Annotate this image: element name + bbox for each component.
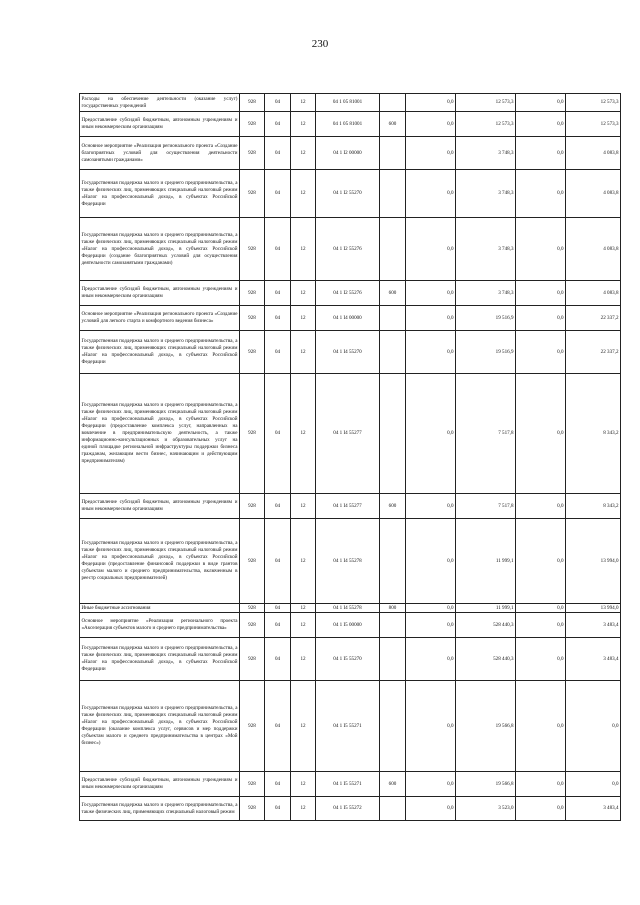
amount-cell-2: 528 440,3	[456, 613, 516, 638]
table-row	[80, 797, 621, 821]
grbs-code-cell: 928	[240, 374, 265, 494]
article-code-cell: 04 1 05 81001	[316, 112, 380, 137]
section-code-cell: 04	[265, 494, 291, 519]
amount-cell-1: 0,0	[406, 604, 456, 613]
subsection-code-cell: 12	[291, 604, 316, 613]
section-code-cell: 04	[265, 772, 291, 797]
amount-cell-4: 8 343,2	[566, 494, 621, 519]
table-row	[80, 137, 621, 170]
expense-type-code-cell	[380, 170, 406, 218]
page-number: 230	[311, 38, 329, 50]
row-name-cell: Государственная поддержка малого и среднего предпринимательства, а также физических лиц, применяющих специальный налоговый режим «Налог на профессиональный доход», в субъектах Российской Федерации (создание благоприятных условий для осуществления деятельности самозанятыми гражданами)	[80, 218, 240, 281]
amount-cell-2: 3 748,3	[456, 218, 516, 281]
amount-cell-4: 12 573,3	[566, 94, 621, 112]
amount-cell-4: 4 083,8	[566, 218, 621, 281]
row-name-cell: Предоставление субсидий бюджетным, автономным учреждениям и иным некоммерческим организациям	[80, 494, 240, 519]
table-row	[80, 772, 621, 797]
row-name-cell: Государственная поддержка малого и среднего предпринимательства, а также физических лиц, применяющих специальный налоговый режим «Налог на профессиональный доход», в субъектах Российской Федерации (оказание комплекса услуг, сервисов и мер поддержки субъектам малого и среднего предпринимательства в центрах «Мой бизнес»)	[80, 681, 240, 772]
row-name-cell: Иные бюджетные ассигнования	[80, 604, 240, 613]
amount-cell-1: 0,0	[406, 797, 456, 821]
table-row	[80, 218, 621, 281]
row-name-cell: Предоставление субсидий бюджетным, автономным учреждениям и иным некоммерческим организациям	[80, 281, 240, 306]
article-code-cell: 04 1 I4 55277	[316, 494, 380, 519]
amount-cell-1: 0,0	[406, 218, 456, 281]
amount-cell-2: 7 517,8	[456, 374, 516, 494]
amount-cell-3: 0,0	[516, 681, 566, 772]
amount-cell-3: 0,0	[516, 519, 566, 604]
article-code-cell: 04 1 I2 55276	[316, 218, 380, 281]
section-code-cell: 04	[265, 170, 291, 218]
amount-cell-2: 19 566,8	[456, 772, 516, 797]
table-row	[80, 94, 621, 112]
section-code-cell: 04	[265, 137, 291, 170]
table-row	[80, 306, 621, 331]
section-code-cell: 04	[265, 112, 291, 137]
amount-cell-2: 11 999,1	[456, 519, 516, 604]
amount-cell-2: 3 523,0	[456, 797, 516, 821]
table-row	[80, 519, 621, 604]
article-code-cell: 04 1 I5 55272	[316, 797, 380, 821]
subsection-code-cell: 12	[291, 112, 316, 137]
section-code-cell: 04	[265, 306, 291, 331]
row-name-cell: Основное мероприятие «Реализация регионального проекта «Акселерация субъектов малого и среднего предпринимательства»	[80, 613, 240, 638]
grbs-code-cell: 928	[240, 613, 265, 638]
amount-cell-4: 3 483,4	[566, 797, 621, 821]
amount-cell-2: 3 748,3	[456, 170, 516, 218]
amount-cell-1: 0,0	[406, 331, 456, 374]
row-name-cell: Государственная поддержка малого и среднего предпринимательства, а также физических лиц, применяющих специальный налоговый режим «Налог на профессиональный доход», в субъектах Российской Федерации (предоставление финансовой поддержки в виде грантов субъектам малого и среднего предпринимательства, включенным в реестр социальных предпринимателей)	[80, 519, 240, 604]
expense-type-code-cell: 800	[380, 604, 406, 613]
article-code-cell: 04 1 I4 55278	[316, 604, 380, 613]
expense-type-code-cell	[380, 218, 406, 281]
subsection-code-cell: 12	[291, 331, 316, 374]
section-code-cell: 04	[265, 604, 291, 613]
expense-type-code-cell	[380, 374, 406, 494]
amount-cell-1: 0,0	[406, 94, 456, 112]
grbs-code-cell: 928	[240, 519, 265, 604]
subsection-code-cell: 12	[291, 374, 316, 494]
row-name-cell: Государственная поддержка малого и среднего предпринимательства, а также физических лиц, применяющих специальный налоговый режим «Налог на профессиональный доход», в субъектах Российской Федерации (предоставление комплекса услуг, направленных на вовлечение в предпринимательскую деятельность, а также информационно-консультационных и образовательных услуг на единой площадке региональной инфраструктуры поддержки бизнеса гражданам, желающим вести бизнес, начинающим и действующим предпринимателям)	[80, 374, 240, 494]
amount-cell-2: 528 440,3	[456, 638, 516, 681]
amount-cell-1: 0,0	[406, 613, 456, 638]
subsection-code-cell: 12	[291, 613, 316, 638]
amount-cell-2: 19 516,9	[456, 306, 516, 331]
table-row	[80, 681, 621, 772]
grbs-code-cell: 928	[240, 281, 265, 306]
grbs-code-cell: 928	[240, 604, 265, 613]
expense-type-code-cell	[380, 306, 406, 331]
section-code-cell: 04	[265, 281, 291, 306]
amount-cell-2: 19 566,8	[456, 681, 516, 772]
grbs-code-cell: 928	[240, 306, 265, 331]
table-row	[80, 170, 621, 218]
amount-cell-4: 0,0	[566, 681, 621, 772]
subsection-code-cell: 12	[291, 519, 316, 604]
grbs-code-cell: 928	[240, 218, 265, 281]
grbs-code-cell: 928	[240, 772, 265, 797]
amount-cell-1: 0,0	[406, 281, 456, 306]
row-name-cell: Государственная поддержка малого и среднего предпринимательства, а также физических лиц, применяющих специальный налоговый режим «Налог на профессиональный доход», в субъектах Российской Федерации	[80, 331, 240, 374]
amount-cell-3: 0,0	[516, 772, 566, 797]
amount-cell-3: 0,0	[516, 137, 566, 170]
amount-cell-1: 0,0	[406, 137, 456, 170]
section-code-cell: 04	[265, 638, 291, 681]
section-code-cell: 04	[265, 519, 291, 604]
section-code-cell: 04	[265, 797, 291, 821]
amount-cell-2: 12 573,3	[456, 112, 516, 137]
amount-cell-1: 0,0	[406, 170, 456, 218]
subsection-code-cell: 12	[291, 281, 316, 306]
amount-cell-3: 0,0	[516, 374, 566, 494]
expense-type-code-cell: 600	[380, 112, 406, 137]
article-code-cell: 04 1 I2 55270	[316, 170, 380, 218]
section-code-cell: 04	[265, 681, 291, 772]
amount-cell-2: 7 517,8	[456, 494, 516, 519]
expense-type-code-cell	[380, 613, 406, 638]
section-code-cell: 04	[265, 218, 291, 281]
subsection-code-cell: 12	[291, 94, 316, 112]
amount-cell-4: 13 994,0	[566, 519, 621, 604]
row-name-cell: Государственная поддержка малого и среднего предпринимательства, а также физических лиц, применяющих специальный налоговый режим «Налог на профессиональный доход», в субъектах Российской Федерации	[80, 638, 240, 681]
amount-cell-2: 3 748,3	[456, 137, 516, 170]
amount-cell-4: 13 994,0	[566, 604, 621, 613]
subsection-code-cell: 12	[291, 137, 316, 170]
row-name-cell: Государственная поддержка малого и среднего предпринимательства, а также физических лиц, применяющих специальный налоговый режим «Налог на профессиональный доход», в субъектах Российской Федерации	[80, 170, 240, 218]
article-code-cell: 04 1 05 81001	[316, 94, 380, 112]
expense-type-code-cell	[380, 797, 406, 821]
amount-cell-3: 0,0	[516, 638, 566, 681]
table-row	[80, 604, 621, 613]
table-row	[80, 281, 621, 306]
row-name-cell: Предоставление субсидий бюджетным, автономным учреждениям и иным некоммерческим организациям	[80, 772, 240, 797]
amount-cell-3: 0,0	[516, 494, 566, 519]
article-code-cell: 04 1 I4 55277	[316, 374, 380, 494]
amount-cell-3: 0,0	[516, 604, 566, 613]
subsection-code-cell: 12	[291, 797, 316, 821]
article-code-cell: 04 1 I2 00000	[316, 137, 380, 170]
amount-cell-4: 4 083,8	[566, 281, 621, 306]
section-code-cell: 04	[265, 94, 291, 112]
amount-cell-3: 0,0	[516, 613, 566, 638]
amount-cell-2: 19 516,9	[456, 331, 516, 374]
amount-cell-2: 11 999,1	[456, 604, 516, 613]
grbs-code-cell: 928	[240, 170, 265, 218]
article-code-cell: 04 1 I5 55270	[316, 638, 380, 681]
row-name-cell: Расходы на обеспечение деятельности (оказание услуг) государственных учреждений	[80, 94, 240, 112]
section-code-cell: 04	[265, 374, 291, 494]
amount-cell-1: 0,0	[406, 681, 456, 772]
amount-cell-3: 0,0	[516, 218, 566, 281]
row-name-cell: Предоставление субсидий бюджетным, автономным учреждениям и иным некоммерческим организациям	[80, 112, 240, 137]
subsection-code-cell: 12	[291, 218, 316, 281]
table-row	[80, 613, 621, 638]
row-name-cell: Основное мероприятие «Реализация регионального проекта «Создание благоприятных условий для осуществления деятельности самозанятыми гражданами»	[80, 137, 240, 170]
subsection-code-cell: 12	[291, 638, 316, 681]
amount-cell-3: 0,0	[516, 112, 566, 137]
section-code-cell: 04	[265, 331, 291, 374]
expense-type-code-cell: 600	[380, 772, 406, 797]
amount-cell-3: 0,0	[516, 281, 566, 306]
table-row	[80, 638, 621, 681]
expense-type-code-cell	[380, 519, 406, 604]
subsection-code-cell: 12	[291, 494, 316, 519]
amount-cell-1: 0,0	[406, 112, 456, 137]
budget-allocation-table	[79, 93, 621, 821]
expense-type-code-cell	[380, 331, 406, 374]
subsection-code-cell: 12	[291, 772, 316, 797]
amount-cell-1: 0,0	[406, 519, 456, 604]
article-code-cell: 04 1 I4 55270	[316, 331, 380, 374]
amount-cell-4: 4 083,8	[566, 170, 621, 218]
table-row	[80, 494, 621, 519]
grbs-code-cell: 928	[240, 112, 265, 137]
section-code-cell: 04	[265, 613, 291, 638]
grbs-code-cell: 928	[240, 638, 265, 681]
row-name-cell: Государственная поддержка малого и среднего предпринимательства, а также физических лиц, применяющих специальный налоговый режим	[80, 797, 240, 821]
amount-cell-1: 0,0	[406, 306, 456, 331]
table-row	[80, 112, 621, 137]
grbs-code-cell: 928	[240, 681, 265, 772]
amount-cell-4: 22 337,2	[566, 331, 621, 374]
amount-cell-4: 4 083,8	[566, 137, 621, 170]
table-row	[80, 374, 621, 494]
expense-type-code-cell	[380, 94, 406, 112]
amount-cell-1: 0,0	[406, 494, 456, 519]
article-code-cell: 04 1 I4 55278	[316, 519, 380, 604]
expense-type-code-cell	[380, 681, 406, 772]
grbs-code-cell: 928	[240, 137, 265, 170]
amount-cell-3: 0,0	[516, 797, 566, 821]
article-code-cell: 04 1 I2 55276	[316, 281, 380, 306]
amount-cell-2: 12 573,3	[456, 94, 516, 112]
expense-type-code-cell: 600	[380, 494, 406, 519]
article-code-cell: 04 1 I5 55271	[316, 681, 380, 772]
subsection-code-cell: 12	[291, 681, 316, 772]
grbs-code-cell: 928	[240, 494, 265, 519]
grbs-code-cell: 928	[240, 331, 265, 374]
subsection-code-cell: 12	[291, 306, 316, 331]
amount-cell-4: 0,0	[566, 772, 621, 797]
amount-cell-3: 0,0	[516, 94, 566, 112]
amount-cell-4: 22 337,2	[566, 306, 621, 331]
article-code-cell: 04 1 I4 00000	[316, 306, 380, 331]
amount-cell-4: 3 483,4	[566, 638, 621, 681]
amount-cell-1: 0,0	[406, 638, 456, 681]
article-code-cell: 04 1 I5 00000	[316, 613, 380, 638]
subsection-code-cell: 12	[291, 170, 316, 218]
expense-type-code-cell	[380, 638, 406, 681]
amount-cell-4: 12 573,3	[566, 112, 621, 137]
row-name-cell: Основное мероприятие «Реализация регионального проекта «Создание условий для легкого старта и комфортного ведения бизнеса»	[80, 306, 240, 331]
grbs-code-cell: 928	[240, 94, 265, 112]
amount-cell-3: 0,0	[516, 306, 566, 331]
expense-type-code-cell	[380, 137, 406, 170]
table-row	[80, 331, 621, 374]
amount-cell-1: 0,0	[406, 772, 456, 797]
expense-type-code-cell: 600	[380, 281, 406, 306]
amount-cell-4: 8 343,2	[566, 374, 621, 494]
article-code-cell: 04 1 I5 55271	[316, 772, 380, 797]
amount-cell-4: 3 483,4	[566, 613, 621, 638]
grbs-code-cell: 928	[240, 797, 265, 821]
amount-cell-2: 3 748,3	[456, 281, 516, 306]
amount-cell-3: 0,0	[516, 331, 566, 374]
amount-cell-3: 0,0	[516, 170, 566, 218]
table-body	[80, 94, 621, 821]
amount-cell-1: 0,0	[406, 374, 456, 494]
